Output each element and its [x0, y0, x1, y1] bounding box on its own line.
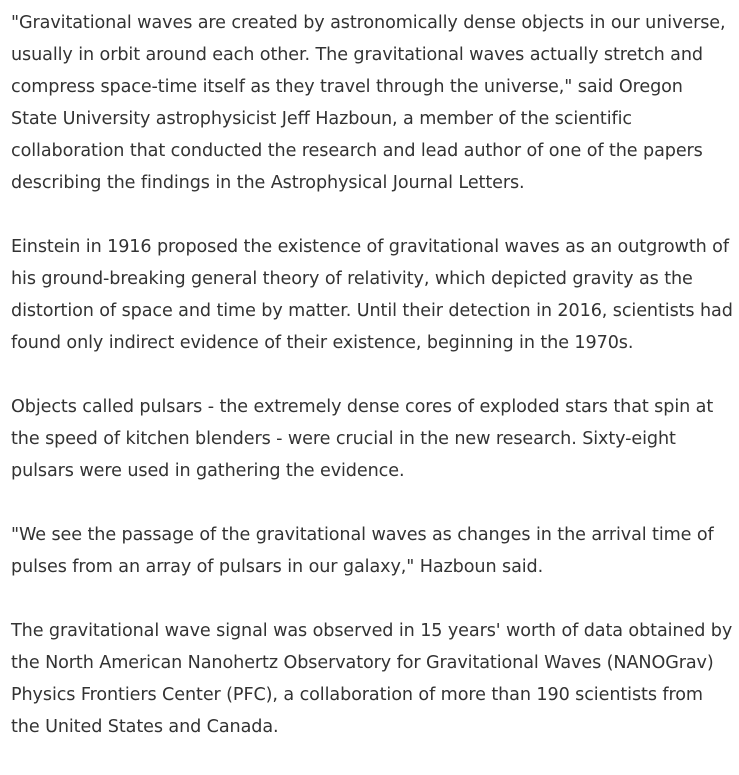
article-paragraph: "Gravitational waves are created by astronomically dense objects in our universe, usually in orbit around each other. The gravitational waves actually stretch and compress space-time itself as they travel through the universe," said Oregon State University astrophysicist Jeff Hazboun, a member of the scientific collaboration that conducted the research and lead author of one of the papers describing the findings in the Astrophysical Journal Letters.: [11, 13, 726, 193]
article-paragraph: Objects called pulsars - the extremely dense cores of exploded stars that spin at the speed of kitchen blenders - were crucial in the new research. Sixty-eight pulsars were used in gathering the evidence.: [11, 397, 714, 481]
article-paragraph: The gravitational wave signal was observed in 15 years' worth of data obtained by the North American Nanohertz Observatory for Gravitational Waves (NANOGrav) Physics Frontiers Center (PFC), a collaboration of more than 190 scientists from the United States and Canada.: [11, 621, 733, 737]
article-body: [11, 7, 733, 775]
article-paragraph: Einstein in 1916 proposed the existence of gravitational waves as an outgrowth of his ground-breaking general theory of relativity, which depicted gravity as the distortion of space and time by matter. Until their detection in 2016, scientists had found only indirect evidence of their existence, beginning in the 1970s.: [11, 237, 733, 353]
article-paragraph: "We see the passage of the gravitational waves as changes in the arrival time of pulses from an array of pulsars in our galaxy," Hazboun said.: [11, 525, 714, 577]
